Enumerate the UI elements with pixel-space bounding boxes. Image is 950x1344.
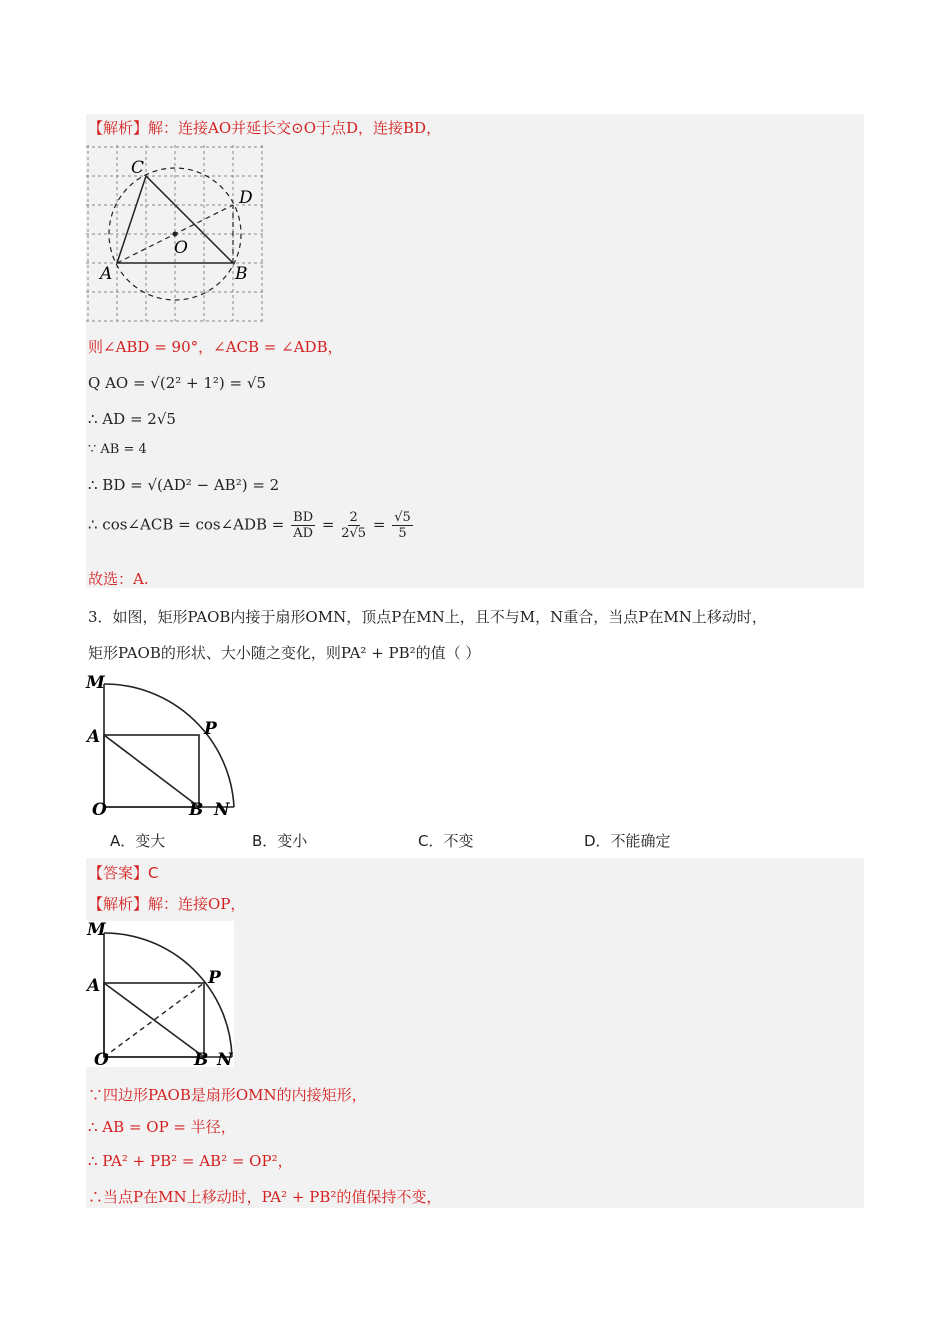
analysis-tag-2: 【解析】 <box>88 895 149 913</box>
sector-arc-2 <box>104 933 232 1057</box>
sol1-line-3: ∴ AD = 2√5 <box>88 410 176 428</box>
diagonal-ab <box>104 735 199 807</box>
analysis-tag: 【解析】 <box>88 119 149 137</box>
label-b: B <box>235 264 248 284</box>
sol2-line-3: ∴ PA² + PB² = AB² = OP²， <box>88 1152 293 1170</box>
sector-arc <box>104 684 234 807</box>
answer-value: C <box>148 864 159 882</box>
solution2-heading <box>88 893 245 914</box>
sol1-line-5: ∴ BD = √(AD² − AB²) = 2 <box>88 476 280 494</box>
sol1-line-4: ∵ AB = 4 <box>88 442 147 457</box>
option-d[interactable]: D．不能确定 <box>584 832 671 850</box>
label-m: M <box>86 673 105 693</box>
label-p: P <box>204 719 217 739</box>
center-point <box>173 232 178 237</box>
label-p-2: P <box>208 968 221 988</box>
option-c[interactable]: C．不变 <box>418 832 474 850</box>
sol1-line-2: Q AO = √(2² + 1²) = √5 <box>88 374 266 392</box>
sol2-line-4: ∴当点P在MN上移动时，PA² + PB²的值保持不变， <box>88 1188 442 1206</box>
answer-tag: 【答案】 <box>88 864 149 882</box>
sol1-answer: 故选：A. <box>88 570 149 588</box>
label-m-2: M <box>87 921 106 940</box>
analysis-text: 解：连接AO并延长交⊙O于点D，连接BD， <box>148 119 442 137</box>
label-d: D <box>239 188 253 208</box>
label-c: C <box>131 158 145 178</box>
circle-triangle-figure <box>86 145 268 323</box>
label-n-2: N <box>217 1050 233 1067</box>
sector-rectangle-figure-2 <box>86 921 236 1067</box>
analysis-text-2: 解：连接OP， <box>148 895 246 913</box>
fraction-2-2root5: $\frac{2}{2√5}$ <box>341 510 367 541</box>
question3-line-2: 矩形PAOB的形状、大小随之变化，则PA² + PB²的值（ ） <box>88 644 481 662</box>
fraction-root5-5: $\frac{√5}{5}$ <box>394 510 411 541</box>
label-o-2: O <box>94 1050 109 1067</box>
label-a-2: A <box>87 976 101 996</box>
label-o: O <box>174 238 188 258</box>
sol2-line-2: ∴ AB = OP = 半径， <box>88 1118 236 1136</box>
answer-line <box>88 862 159 883</box>
question3-line-1: 3．如图，矩形PAOB内接于扇形OMN，顶点P在MN上，且不与M，N重合，当点P在MN上移动时， <box>88 608 767 626</box>
label-a: A <box>100 264 113 284</box>
label-o: O <box>92 800 107 820</box>
sol2-line-1: ∵四边形PAOB是扇形OMN的内接矩形， <box>88 1086 367 1104</box>
sol1-line-6: ∴ cos∠ACB = cos∠ADB = $\frac{BD}{AD}$ = $\frac{2}{2√5}$ = $\frac{√5}{5}$ <box>88 510 411 541</box>
option-b[interactable]: B．变小 <box>252 832 308 850</box>
fraction-bd-ad: $\frac{BD}{AD}$ <box>293 510 314 541</box>
sector-rectangle-figure <box>84 672 244 820</box>
option-a[interactable]: A．变大 <box>110 832 166 850</box>
label-n: N <box>214 800 230 820</box>
sol1-line-1: 则∠ABD = 90°，∠ACB = ∠ADB， <box>88 338 343 356</box>
label-a: A <box>87 727 101 747</box>
label-b-2: B <box>194 1050 209 1067</box>
cos-prefix: ∴ cos∠ACB = cos∠ADB = <box>88 515 285 534</box>
solution1-heading <box>88 117 441 138</box>
label-b: B <box>189 800 204 820</box>
